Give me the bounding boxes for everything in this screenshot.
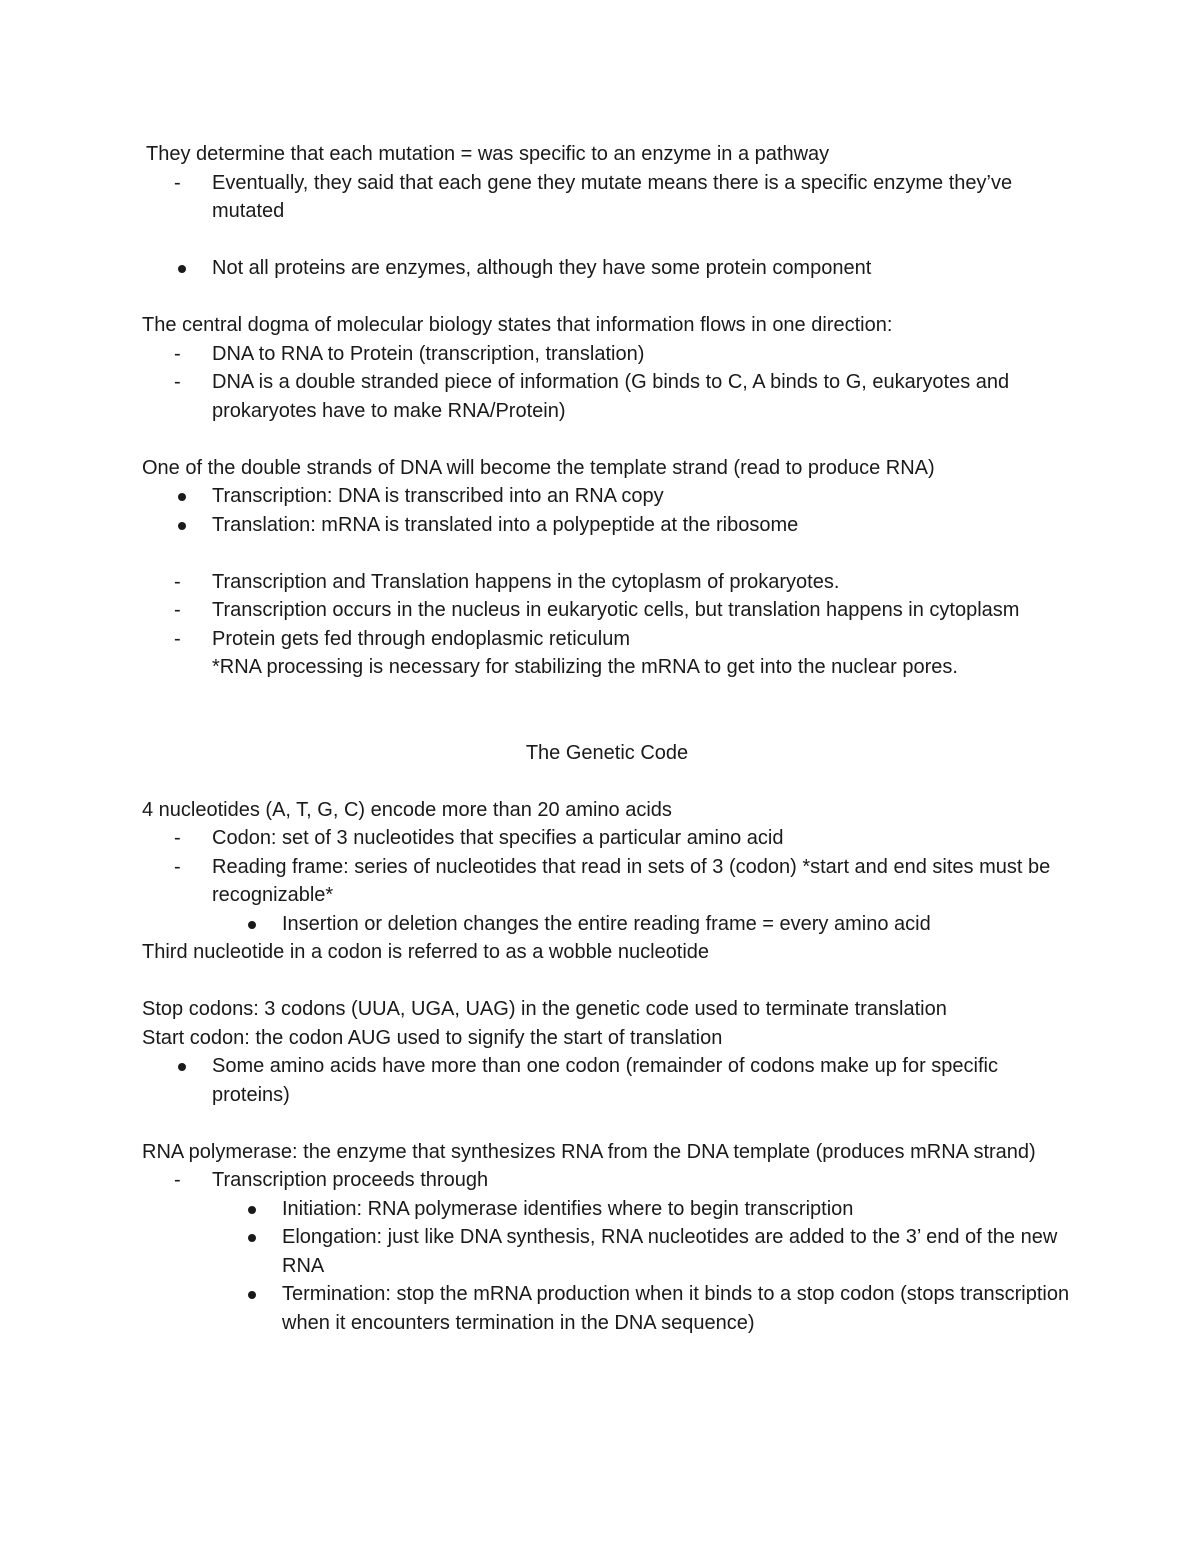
list-item-text: DNA to RNA to Protein (transcription, translation) xyxy=(212,342,645,365)
list-item-text: Transcription: DNA is transcribed into an RNA copy xyxy=(212,485,664,507)
dash-marker xyxy=(174,596,194,625)
paragraph-text: RNA polymerase: the enzyme that synthesizes RNA from the DNA template (produces mRNA strand) xyxy=(142,1140,1036,1163)
note-text: *RNA processing is necessary for stabilizing the mRNA to get into the nuclear pores. xyxy=(212,656,958,678)
list-item-text: Not all proteins are enzymes, although they have some protein component xyxy=(212,257,872,279)
dash-list-item xyxy=(142,340,1072,369)
list-item-text: Translation: mRNA is translated into a polypeptide at the ribosome xyxy=(212,513,799,536)
document-body xyxy=(142,140,1072,1337)
section-heading: The Genetic Code xyxy=(525,741,689,764)
dash-marker xyxy=(174,625,194,654)
bullet-list-item xyxy=(142,511,1072,540)
dash-marker xyxy=(174,169,194,198)
list-item-text: Termination: stop the mRNA production when it binds to a stop codon (stops transcription when it encounters termination in the DNA sequence) xyxy=(282,1283,1070,1334)
dash-marker xyxy=(174,340,194,369)
bullet-list-item xyxy=(142,910,1072,939)
list-item-text: Protein gets fed through endoplasmic reticulum xyxy=(212,627,631,650)
list-item-text: Eventually, they said that each gene they mutate means there is a specific enzyme they’ve mutated xyxy=(212,171,1013,222)
list-item-text: Initiation: RNA polymerase identifies where to begin transcription xyxy=(282,1197,854,1220)
bullet-list-item xyxy=(142,254,1072,283)
list-item-text: Transcription occurs in the nucleus in eukaryotic cells, but translation happens in cytoplasm xyxy=(212,599,1020,621)
bullet-list-item xyxy=(142,1195,1072,1224)
dash-marker xyxy=(174,1166,194,1195)
paragraph-text: One of the double strands of DNA will become the template strand (read to produce RNA) xyxy=(142,456,935,479)
bullet-list-item xyxy=(142,1052,1072,1109)
list-item-text: DNA is a double stranded piece of information (G binds to C, A binds to G, eukaryotes and prokaryotes have to make RNA/Protein) xyxy=(212,371,1010,422)
dash-list-item xyxy=(142,596,1072,625)
bullet-list-item xyxy=(142,482,1072,511)
paragraph-text: Third nucleotide in a codon is referred to as a wobble nucleotide xyxy=(142,941,710,963)
list-item-text: Some amino acids have more than one codon (remainder of codons make up for specific proteins) xyxy=(212,1055,998,1106)
dash-list-item xyxy=(142,1166,1072,1195)
dash-list-item xyxy=(142,169,1072,226)
paragraph-text: 4 nucleotides (A, T, G, C) encode more than 20 amino acids xyxy=(142,798,672,821)
paragraph-text: They determine that each mutation = was specific to an enzyme in a pathway xyxy=(146,143,830,165)
dash-list-item xyxy=(142,625,1072,654)
list-item-text: Insertion or deletion changes the entire reading frame = every amino acid xyxy=(282,912,931,935)
dash-marker xyxy=(174,853,194,882)
paragraph-text: Start codon: the codon AUG used to signify the start of translation xyxy=(142,1026,723,1049)
paragraph-text: The central dogma of molecular biology states that information flows in one direction: xyxy=(142,314,893,336)
list-item-text: Elongation: just like DNA synthesis, RNA nucleotides are added to the 3’ end of the new RNA xyxy=(282,1226,1058,1277)
dash-marker xyxy=(174,824,194,853)
dash-list-item xyxy=(142,368,1072,425)
bullet-list-item xyxy=(142,1223,1072,1280)
bullet-list-item xyxy=(142,1280,1072,1337)
paragraph-text: Stop codons: 3 codons (UUA, UGA, UAG) in the genetic code used to terminate translation xyxy=(142,998,947,1020)
list-item-text: Reading frame: series of nucleotides that read in sets of 3 (codon) *start and end sites must be recognizable* xyxy=(212,855,1051,906)
dash-list-item xyxy=(142,824,1072,853)
dash-marker xyxy=(174,368,194,397)
list-item-text: Transcription proceeds through xyxy=(212,1169,489,1191)
list-item-text: Codon: set of 3 nucleotides that specifies a particular amino acid xyxy=(212,827,784,849)
dash-list-item xyxy=(142,568,1072,597)
list-item-text: Transcription and Translation happens in the cytoplasm of prokaryotes. xyxy=(212,570,840,593)
dash-marker xyxy=(174,568,194,597)
dash-list-item xyxy=(142,853,1072,910)
